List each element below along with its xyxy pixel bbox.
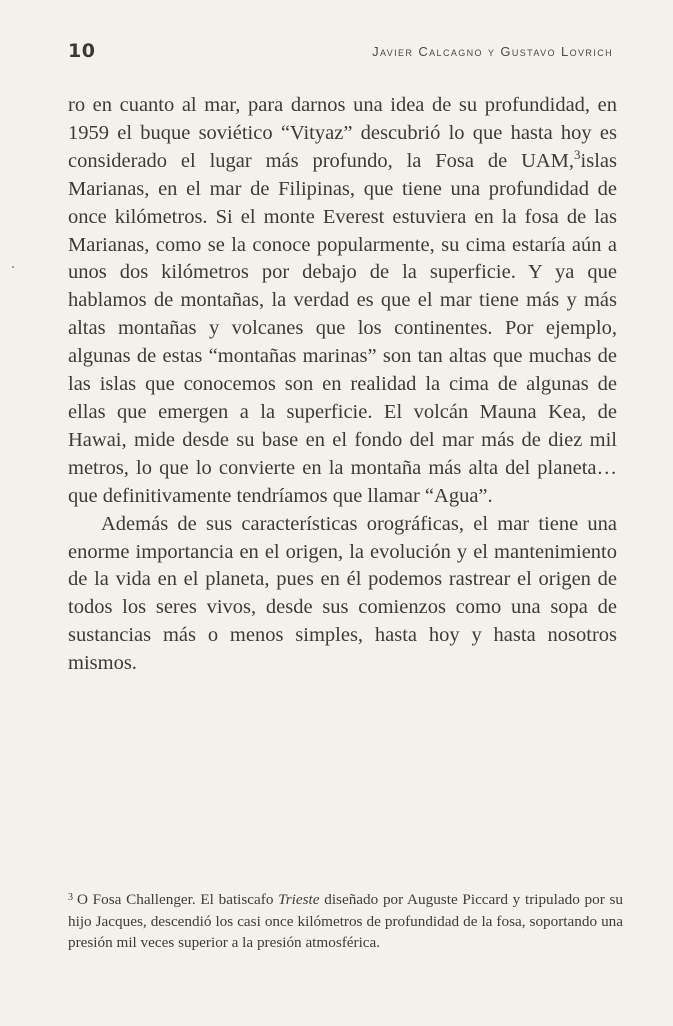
paragraph-1-part-b: islas Marianas, en el mar de Filipinas, que tiene una profundidad de once kilómetros. Si el monte Everest estuviera en la fosa de las Marianas, como se la conoce popularmente, su cima estaría aún a unos dos kilómetros por debajo de la superficie. Y ya que hablamos de montañas, la verdad es que el mar tiene más y más altas montañas y volcanes que los continentes. Por ejemplo, algunas de estas “montañas marinas” son tan altas que muchas de las islas que conocemos son en realidad la cima de algunas de ellas que emergen a la superficie. El volcán Mauna Kea, de Hawai, mide desde su base en el fondo del mar más de diez mil metros, lo que lo convierte en la montaña más alta del planeta… que definitivamente tendríamos que llamar “Agua”.: [68, 149, 617, 507]
footnote-number: 3: [68, 892, 73, 903]
footnote-text-a: O Fosa Challenger. El batiscafo: [77, 891, 279, 908]
paragraph-1-part-a: ro en cuanto al mar, para darnos una idea de su profundidad, en 1959 el buque soviético “Vityaz” descubrió lo que hasta hoy es considerado el lugar más profundo, la Fosa de UAM,: [68, 94, 617, 172]
footnote-reference[interactable]: 3: [574, 146, 581, 162]
paragraph-2: Además de sus características orográficas, el mar tiene una enorme importancia en el origen, la evolución y el mantenimiento de la vida en el planeta, pues en él podemos rastrear el origen de todos los seres vivos, desde sus comienzos como una sopa de sustancias más o menos simples, hasta hoy y hasta nosotros mismos.: [68, 512, 617, 675]
footnote-text-b: diseñado por Auguste Piccard y tripulado por su hijo Jacques, descendió los casi once kilómetros de profundidad de la fosa, soportando una presión mil veces superior a la presión atmosférica.: [68, 891, 623, 951]
body-text: [68, 92, 617, 678]
footnote-italic-title: Trieste: [278, 891, 320, 908]
page-header: [68, 40, 613, 64]
running-head: Javier Calcagno y Gustavo Lovrich: [372, 44, 613, 59]
page-number: 10: [68, 40, 96, 62]
footnote: [68, 890, 623, 953]
paragraph-1: [68, 92, 617, 511]
margin-mark: [12, 266, 14, 268]
